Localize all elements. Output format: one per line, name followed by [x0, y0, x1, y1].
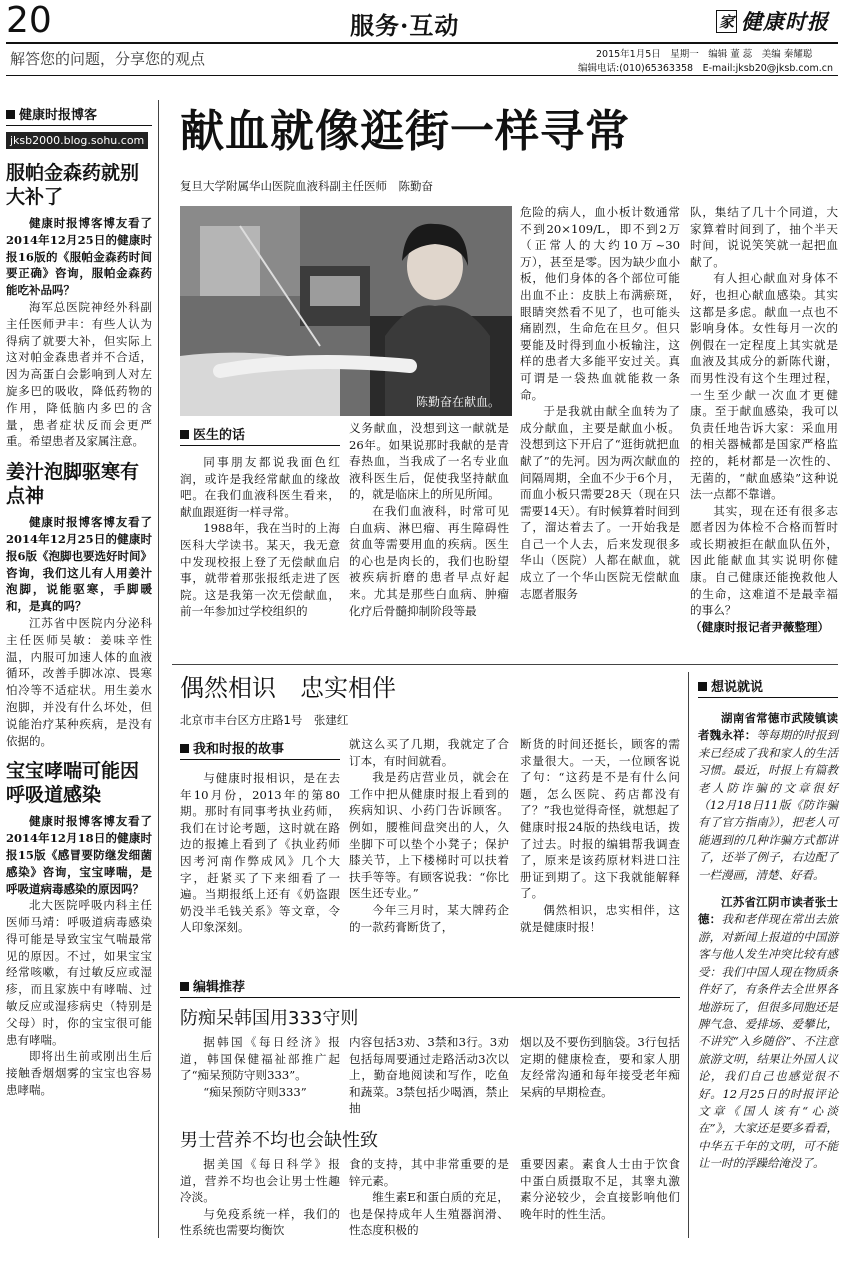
main-col-1: [180, 454, 340, 620]
header-rule: [6, 42, 838, 44]
body-paragraph: 据韩国《每日经济》报道，韩国保健福祉部推广起了“痴呆预防守则333”。: [180, 1035, 340, 1083]
body-paragraph: 我是药店营业员，就会在工作中把从健康时报上看到的疾病知识、小药门告诉顾客。例如，腰椎间盘突出的人，久坐脚下可以垫个小凳子；保护膝关节，上下楼梯时可以扶着扶手等等。有顾客说我：“你比医生还专业。”: [349, 770, 509, 901]
date-line: 2015年1月5日 星期一 编辑 董 蕊 美编 秦耀聪: [596, 49, 813, 60]
body-paragraph: 维生素E和蛋白质的充足，也是保持成年人生殖器润滑、性态度积极的: [349, 1190, 509, 1238]
expert-answer: 北大医院呼吸内科主任医师马靖：呼吸道病毒感染得可能是导致宝宝气喘最常见的原因。不过，如果宝宝经常咳嗽，有过敏反应或湿疹，而且家族中有哮喘、过敏反应或湿疹病史（特别是父母）时，你的宝宝很可能患有哮喘。: [6, 898, 152, 1047]
body-paragraph: 其实，现在还有很多志愿者因为体检不合格而暂时或长期被拒在献血队伍外，因此能献血其实说明你健康。自己健康还能挽救他人的生命，这难道不是最幸福的事么？: [690, 503, 838, 618]
square-bullet-icon: [180, 430, 189, 439]
subhead-doctor: 医生的话: [180, 424, 340, 446]
second-byline: 北京市丰台区方庄路1号 张建红: [180, 713, 349, 727]
photo-caption: 陈勤奋在献血。: [415, 395, 500, 409]
body-paragraph-cont: 就这么买了几期，我就定了合订本，有时间就看。: [349, 737, 509, 768]
body-paragraph: 在我们血液科，时常可见白血病、淋巴瘤、再生障碍性贫血等需要用血的疾病。医生的心也是肉长的，我们也盼望被疾病折磨的患者早点好起来。尤其是那些白血病、肿瘤化疗后骨髓抑制阶段等最: [349, 503, 509, 618]
contact-line: 编辑电话:(010)65363358 E-mail:jksb20@jksb.com.cn: [578, 63, 833, 74]
opinion-header: 想说就说: [698, 676, 838, 698]
subhead-story: 我和时报的故事: [180, 738, 340, 760]
recommend-headline-2: 男士营养不均也会缺性致: [180, 1130, 378, 1151]
second-col-3: [520, 736, 680, 935]
main-col-4: [690, 204, 838, 635]
header-rule-bottom: [6, 75, 838, 76]
body-paragraph: 于是我就由献全血转为了成分献血，主要是献血小板。没想到这下开启了“逛街就把血献了”的先河。因为两次献血的间隔周期，全血不少于6个月，而血小板只需要28天（现在只需要14天）。有时候算着时间到了，溜达着去了。一开始我是自己一个人去，后来发现很多华山（医院）人都在献血，就成立了一个华山医院无偿献血志愿者服务: [520, 404, 680, 601]
opinion-entry: 江苏省江阴市读者张士德：我和老伴现在常出去旅游，对新闻上报道的中国游客与他人发生冲突比较有感受：我们中国人现在物质条件好了，有条件去全世界各地游玩了，但很多同胞还是脾气急、爱排场、爱攀比，不讲究“入乡随俗”、不注意旅游文明，结果让外国人议论，我们自己也感觉很不好。12月25日的时报评论文章《国人该有“心淡在”》，大家还是要多看看，中华五千年的文明，可不能让一时的浮躁给淹没了。: [698, 895, 839, 1171]
body-paragraph-cont: 队，集结了几十个同道，大家算着时间到了，抽个半天时间，说说笑笑就一起把血献了。: [690, 205, 838, 269]
body-paragraph: 与免疫系统一样，我们的性系统也需要均衡饮: [180, 1206, 340, 1238]
recommend-2-col-1: [180, 1156, 340, 1239]
body-paragraph-cont: 内容包括3劝、3禁和3行。3劝包括每周要通过走路活动3次以上，勤奋地阅读和写作，吃鱼和蔬菜。3禁包括少喝酒，禁止抽: [349, 1035, 509, 1116]
logo-text: 健康时报: [741, 9, 830, 34]
sidebar-header: 健康时报博客: [6, 104, 152, 126]
body-paragraph: 偶然相识，忠实相伴，这就是健康时报！: [520, 902, 680, 934]
main-article-bottom-rule: [172, 664, 838, 665]
body-paragraph-cont: 断货的时间还挺长，顾客的需求量很大。一天，一位顾客说了句：“这药是不是有什么问题，怎么医院、药店都没有了？”我也觉得奇怪，就想起了健康时报24版的热线电话，拨了过去。时报的编辑帮我调查了，原来是该药原材料进口注册证到期了。这下我就能解释了。: [520, 737, 680, 901]
sidebar-article-title: 宝宝哮喘可能因呼吸道感染: [6, 760, 140, 807]
body-paragraph-cont: 烟以及不要伤到脑袋。3行包括定期的健康检查，要和家人朋友经常沟通和每年接受老年痴呆病的早期检查。: [520, 1035, 680, 1099]
body-paragraph: 今年三月时，某大牌药企的一款药膏断货了，: [349, 902, 509, 934]
body-paragraph-cont: 食的支持，其中非常重要的是锌元素。: [349, 1157, 509, 1188]
body-paragraph: “痴呆预防守则333”: [203, 1084, 307, 1099]
second-col-2: [349, 736, 509, 935]
recommend-1-col-1: [180, 1034, 340, 1100]
body-paragraph: 与健康时报相识，是在去年10月份，2013年的第80期。那时有同事考执业药师，我们在讨论考题，这时就在路边的报摊上看到了《执业药师因考河南作弊成风》几个大字，赶紧买了下来细看了一遍。当期报纸上还有《奶盗跟奶没半毛钱关系》等文章，令人印象深刻。: [180, 771, 340, 935]
sidebar-article-title: 服帕金森药就别大补了: [6, 162, 140, 208]
sidebar-divider: [158, 100, 159, 1238]
blog-url[interactable]: jksb2000.blog.sohu.com: [6, 132, 148, 149]
donor-photo-illustration: [180, 206, 512, 416]
sidebar-article-1: [6, 161, 152, 450]
recommend-2-col-2: [349, 1156, 509, 1239]
page-number: 20: [6, 0, 52, 41]
article-credit: （健康时报记者尹薇整理）: [690, 619, 830, 634]
body-paragraph: 同事朋友都说我面色红润，或许是我经常献血的缘故吧。在我们血液科医生看来，献血跟逛街一样寻常。: [180, 455, 340, 519]
square-bullet-icon: [6, 110, 15, 119]
body-paragraph: 1988年，我在当时的上海医科大学读书。某天，我无意中发现校报上登了无偿献血启事，就带着那张报纸走进了医院。这是我第一次无偿献血，前一年参加过学校组织的: [180, 521, 340, 619]
recommend-2-col-3: [520, 1156, 680, 1222]
body-paragraph-cont: 重要因素。素食人士由于饮食中蛋白质摄取不足，其睾丸激素分泌较少，会直接影响他们晚年时的性生活。: [520, 1157, 680, 1221]
sidebar-article-2: [6, 460, 152, 749]
opinion-entry: 湖南省常德市武陵镇读者魏永祥：等每期的时报到来已经成了我和家人的生活习惯。最近，时报上有篇教老人防诈骗的文章很好（12月18日11版《防诈骗有了官方指南》），把老人可能遇到的几种诈骗方式都讲了，还举了例子，右边配了一栏漫画，清楚、好看。: [698, 711, 839, 882]
square-bullet-icon: [698, 682, 707, 691]
sidebar-article-3: [6, 759, 152, 1099]
second-col-1: [180, 770, 340, 936]
main-byline: 复旦大学附属华山医院血液科副主任医师 陈勤奋: [180, 179, 433, 193]
body-paragraph: 有人担心献血对身体不好，也担心献血感染。其实这都是多虑。献血一点也不影响身体。女性每月一次的例假在一定程度上其实就是血液及其成分的新陈代谢，而男性没有这个生理过程，一生至少献一次血才更健康。至于献血感染，我可以负责任地告诉大家：采血用的相关器械都是国家严格监控的，耗材都是一次性的、无菌的，“献血感染”这种说法一点都不靠谱。: [690, 271, 838, 502]
subhead-recommend: 编辑推荐: [180, 976, 680, 998]
reader-question: 健康时报博客博友看了2014年12月25日的健康时报16版的《服帕金森药时间要正确》咨询，服帕金森药能吃补品吗？: [6, 216, 152, 298]
main-col-3: [520, 204, 680, 602]
expert-answer: 海军总医院神经外科副主任医师尹丰：有些人认为得病了就要大补，但实际上这对帕金森患者并不合适，因为高蛋白会影响到人对左旋多巴的吸收，降低药物的作用，降低脑内多巴的含量，患者症状反而会更严重。希望患者及家属注意。: [6, 299, 152, 449]
reader-question: 健康时报博客博友看了2014年12月25日的健康时报6版《泡脚也要选好时间》咨询，我们这儿有人用姜汁泡脚，说能驱寒，手脚暖和，是真的吗？: [6, 515, 153, 614]
expert-answer: 江苏省中医院内分泌科主任医师吴敏：姜味辛性温，内服可加速人体的血液循环，改善手脚冰凉、畏寒怕冷等不适症状。用生姜水泡脚，并没有什么坏处，但说能治疗某种疾病，是没有依据的。: [6, 615, 152, 748]
recommend-1-col-3: [520, 1034, 680, 1100]
second-headline: 偶然相识 忠实相伴: [180, 674, 396, 702]
recommend-1-col-2: [349, 1034, 509, 1117]
tagline: 解答您的问题，分享您的观点: [10, 50, 206, 68]
sidebar-article-title: 姜汁泡脚驱寒有点神: [6, 461, 140, 508]
newspaper-logo: [716, 6, 829, 36]
reader-question: 健康时报博客博友看了2014年12月18日的健康时报15版《感冒要防继发细菌感染》咨询，宝宝哮喘，是呼吸道病毒感染的原因吗？: [6, 814, 152, 896]
section-title: 服务·互动: [350, 11, 460, 40]
article-photo: [180, 206, 512, 416]
sidebar: [6, 104, 152, 1099]
square-bullet-icon: [180, 744, 189, 753]
body-paragraph-cont: 义务献血，没想到这一献就是26年。如果说那时我献的是青春热血，当我成了一名专业血液科医生后，促使我坚持献血的，就是临床上的所见所闻。: [349, 421, 509, 502]
opinion-divider: [688, 672, 689, 1238]
expert-answer: 即将出生前或刚出生后接触香烟烟雾的宝宝也容易患哮喘。: [6, 1049, 152, 1098]
recommend-headline-1: 防痴呆韩国用333守则: [180, 1008, 359, 1029]
square-bullet-icon: [180, 982, 189, 991]
main-headline: 献血就像逛街一样寻常: [180, 106, 630, 157]
main-col-2: [349, 420, 509, 619]
logo-mark-icon: 家: [716, 10, 737, 33]
body-paragraph: 据美国《每日科学》报道，营养不均也会让男士性趣冷淡。: [180, 1157, 340, 1205]
opinion-column: [698, 676, 838, 1173]
body-paragraph-cont: 危险的病人，血小板计数通常不到20×109/L，即不到2万（正常人的大约10万~30万），甚至是零。因为缺少血小板，他们身体的各个部位可能出血不止：皮肤上布满瘀斑，眼睛突然看不见了，也可能头痛剧烈，生命危在旦夕。但只要能及时得到血小板输注，这样的患者大多能平安过关。真可谓是一袋热血就能救一条命。: [520, 205, 680, 402]
